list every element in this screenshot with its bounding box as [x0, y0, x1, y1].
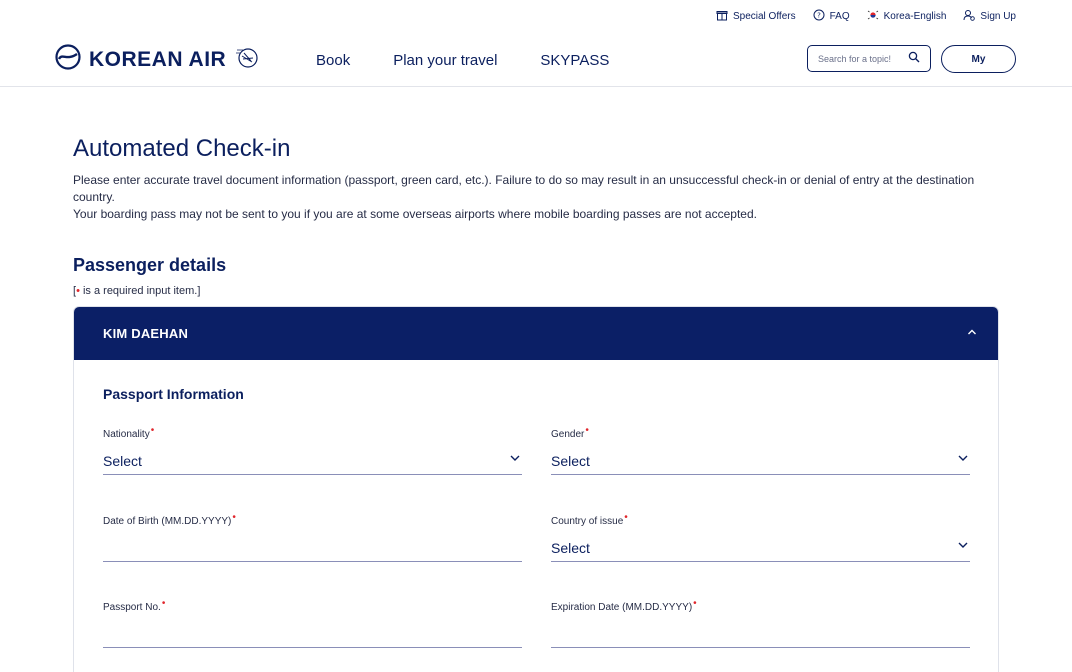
- taegeuk-logo-icon: [55, 44, 81, 75]
- page-title: Automated Check-in: [73, 135, 291, 162]
- nav-book[interactable]: Book: [316, 52, 351, 69]
- chevron-down-icon: [508, 451, 522, 470]
- logo-text: KOREAN AIR: [89, 47, 227, 71]
- required-marker: •: [585, 425, 589, 436]
- my-button[interactable]: My: [941, 45, 1016, 73]
- country-of-issue-field: [551, 512, 970, 556]
- country-of-issue-label: [551, 512, 970, 527]
- country-of-issue-select[interactable]: [551, 534, 970, 562]
- nationality-label-text: Nationality: [103, 429, 150, 440]
- special-offers-link[interactable]: [716, 9, 796, 24]
- chevron-down-icon: [956, 538, 970, 557]
- passenger-details-title: Passenger details: [73, 255, 227, 275]
- search-input[interactable]: [818, 54, 904, 64]
- nationality-label: [103, 425, 522, 440]
- main-nav: [316, 52, 609, 69]
- country-of-issue-label-text: Country of issue: [551, 516, 624, 527]
- country-of-issue-value: Select: [551, 539, 590, 556]
- gender-label: [551, 425, 970, 440]
- faq-link[interactable]: [813, 9, 850, 24]
- gender-field: [551, 425, 970, 469]
- svg-text:?: ?: [816, 11, 821, 20]
- gender-value: Select: [551, 452, 590, 469]
- language-selector[interactable]: [867, 9, 947, 24]
- special-offers-label: Special Offers: [732, 11, 796, 22]
- passport-information-title: Passport Information: [103, 386, 244, 402]
- required-note-text: is a required input item.]: [79, 285, 201, 297]
- passport-no-input[interactable]: [103, 620, 522, 648]
- required-marker: •: [232, 512, 236, 523]
- nationality-field: [103, 425, 522, 469]
- passenger-name: KIM DAEHAN: [103, 326, 189, 341]
- passenger-accordion-header[interactable]: [74, 307, 998, 360]
- passenger-accordion: [73, 306, 999, 672]
- sign-up-link[interactable]: [963, 9, 1016, 24]
- notice-line-2: Your boarding pass may not be sent to you if you are at some overseas airports where mobile boarding passes are not accepted.: [73, 207, 757, 221]
- required-marker: •: [161, 598, 166, 609]
- passport-no-label-text: Passport No.: [103, 602, 161, 613]
- chevron-down-icon: [956, 451, 970, 470]
- required-marker: •: [693, 598, 697, 609]
- nav-skypass[interactable]: SKYPASS: [540, 52, 610, 69]
- gender-select[interactable]: [551, 447, 970, 475]
- required-note-open: [: [73, 285, 77, 297]
- nationality-select[interactable]: [103, 447, 522, 475]
- date-of-birth-label-text: Date of Birth (MM.DD.YYYY): [103, 516, 232, 527]
- question-icon: [813, 9, 825, 24]
- required-dot: •: [76, 285, 80, 297]
- search-box: [807, 45, 931, 72]
- sign-up-label: Sign Up: [980, 11, 1016, 22]
- korean-air-logo[interactable]: [55, 44, 260, 75]
- passport-no-label: [103, 598, 522, 613]
- site-header: [0, 0, 1072, 87]
- expiration-date-input[interactable]: [551, 620, 970, 648]
- expiration-date-label-text: Expiration Date (MM.DD.YYYY): [551, 602, 693, 613]
- required-marker: •: [624, 512, 628, 523]
- nationality-value: Select: [103, 452, 142, 469]
- language-label: Korea-English: [883, 11, 947, 22]
- nav-plan-your-travel[interactable]: Plan your travel: [393, 52, 498, 69]
- expiration-date-field: [551, 598, 970, 613]
- date-of-birth-input[interactable]: [103, 534, 522, 562]
- utility-bar: [716, 9, 1016, 24]
- required-note: [73, 285, 200, 297]
- skyteam-logo-icon: [234, 44, 260, 75]
- notice-text: [73, 172, 1013, 223]
- notice-line-1: Please enter accurate travel document information (passport, green card, etc.). Failure to do so may result in an unsuccessful check-in or denial of entry at the destination country.: [73, 173, 975, 204]
- required-marker: •: [150, 425, 155, 436]
- user-plus-icon: [963, 9, 975, 24]
- gift-icon: [716, 9, 728, 24]
- korea-flag-icon: [867, 9, 879, 24]
- chevron-up-icon[interactable]: [966, 325, 978, 343]
- search-icon[interactable]: [908, 50, 920, 68]
- gender-label-text: Gender: [551, 429, 585, 440]
- expiration-date-label: [551, 598, 970, 613]
- passport-no-field: [103, 598, 522, 613]
- faq-label: FAQ: [829, 11, 850, 22]
- date-of-birth-field: [103, 512, 522, 527]
- date-of-birth-label: [103, 512, 522, 527]
